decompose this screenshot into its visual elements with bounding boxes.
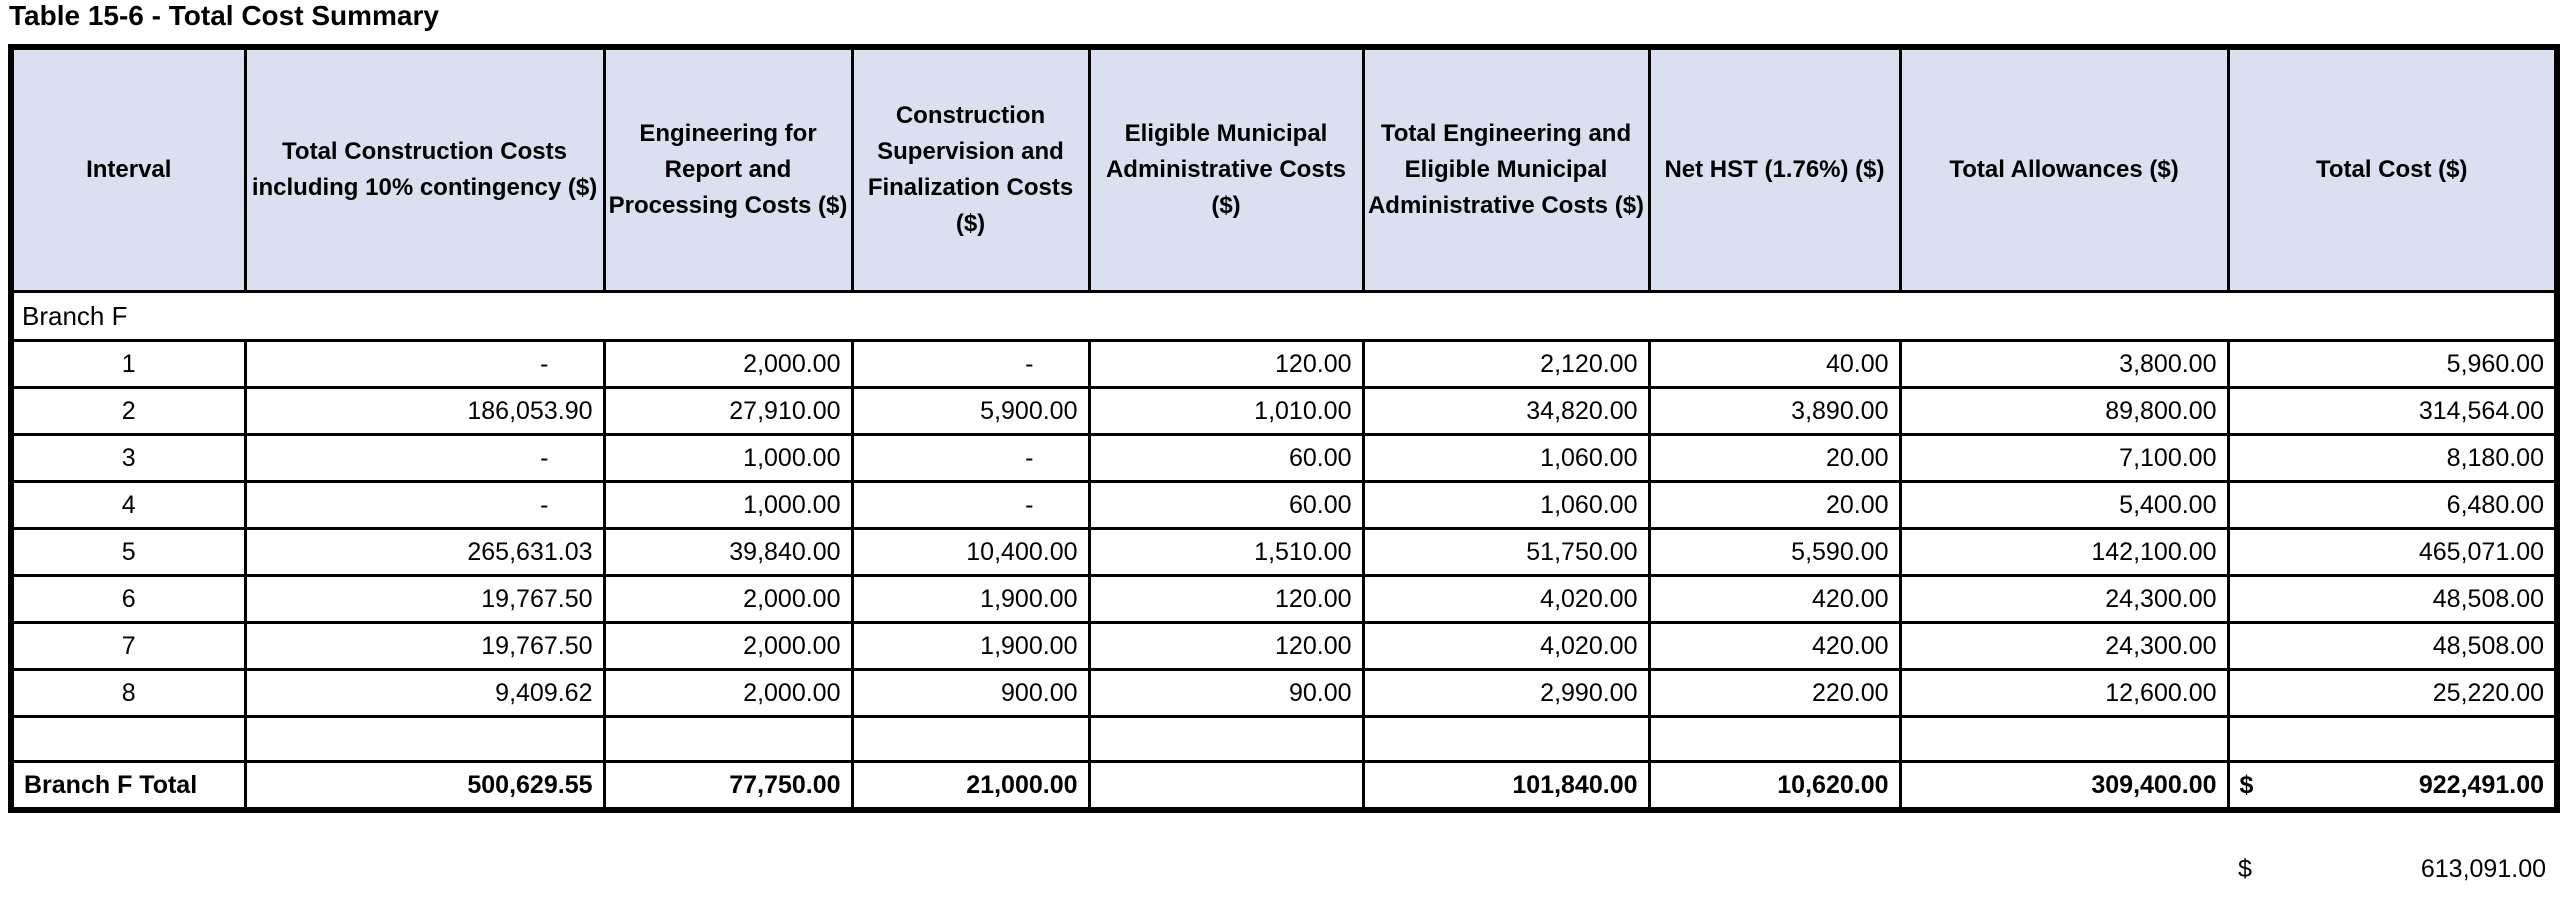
cell-interval: 5 xyxy=(11,529,245,576)
cell-total-allowances: 24,300.00 xyxy=(1900,576,2228,623)
cell-construction-supervision: 900.00 xyxy=(852,670,1089,717)
total-net-hst: 10,620.00 xyxy=(1649,762,1900,811)
cell-construction-supervision: 5,900.00 xyxy=(852,388,1089,435)
cell-construction-cost: - xyxy=(245,341,604,388)
cell-eligible-municipal: 120.00 xyxy=(1089,576,1363,623)
cell-total-cost: 25,220.00 xyxy=(2228,670,2557,717)
empty-cell xyxy=(1363,717,1649,762)
empty-cell xyxy=(852,717,1089,762)
cell-eligible-municipal: 1,010.00 xyxy=(1089,388,1363,435)
cell-net-hst: 420.00 xyxy=(1649,576,1900,623)
cell-construction-supervision: 1,900.00 xyxy=(852,623,1089,670)
cell-engineering-report: 1,000.00 xyxy=(604,482,852,529)
cell-total-engineering: 1,060.00 xyxy=(1363,482,1649,529)
cell-construction-cost: 19,767.50 xyxy=(245,576,604,623)
cell-engineering-report: 27,910.00 xyxy=(604,388,852,435)
cell-eligible-municipal: 1,510.00 xyxy=(1089,529,1363,576)
cell-interval: 6 xyxy=(11,576,245,623)
grand-total xyxy=(2238,855,2546,884)
cell-construction-supervision: 10,400.00 xyxy=(852,529,1089,576)
cell-construction-cost: - xyxy=(245,435,604,482)
cell-interval: 2 xyxy=(11,388,245,435)
total-row-label: Branch F Total xyxy=(11,762,245,811)
cell-total-cost: 8,180.00 xyxy=(2228,435,2557,482)
cell-engineering-report: 39,840.00 xyxy=(604,529,852,576)
cell-engineering-report: 2,000.00 xyxy=(604,341,852,388)
cell-construction-supervision: - xyxy=(852,341,1089,388)
empty-cell xyxy=(1649,717,1900,762)
group-label: Branch F xyxy=(11,292,2557,341)
col-header-construction-supervision: Construction Supervision and Finalization Costs ($) xyxy=(852,47,1089,292)
cell-total-engineering: 34,820.00 xyxy=(1363,388,1649,435)
total-engineering-report: 77,750.00 xyxy=(604,762,852,811)
cell-construction-supervision: - xyxy=(852,482,1089,529)
table-row xyxy=(11,482,2557,529)
col-header-eligible-municipal: Eligible Municipal Administrative Costs ($) xyxy=(1089,47,1363,292)
empty-cell xyxy=(604,717,852,762)
cell-net-hst: 220.00 xyxy=(1649,670,1900,717)
cell-construction-supervision: - xyxy=(852,435,1089,482)
total-construction-supervision: 21,000.00 xyxy=(852,762,1089,811)
cell-total-allowances: 3,800.00 xyxy=(1900,341,2228,388)
total-cost-summary-table xyxy=(8,44,2560,813)
empty-cell xyxy=(2228,717,2557,762)
cell-net-hst: 5,590.00 xyxy=(1649,529,1900,576)
cell-construction-cost: 9,409.62 xyxy=(245,670,604,717)
col-header-total-allowances: Total Allowances ($) xyxy=(1900,47,2228,292)
cell-total-engineering: 2,990.00 xyxy=(1363,670,1649,717)
cell-net-hst: 40.00 xyxy=(1649,341,1900,388)
cell-total-cost: 465,071.00 xyxy=(2228,529,2557,576)
empty-cell xyxy=(11,717,245,762)
total-construction-cost: 500,629.55 xyxy=(245,762,604,811)
table-row xyxy=(11,435,2557,482)
total-cost-amount: 922,491.00 xyxy=(2418,770,2544,799)
cell-construction-supervision: 1,900.00 xyxy=(852,576,1089,623)
cell-construction-cost: 265,631.03 xyxy=(245,529,604,576)
col-header-total-engineering: Total Engineering and Eligible Municipal Administrative Costs ($) xyxy=(1363,47,1649,292)
currency-symbol: $ xyxy=(2239,770,2254,799)
cell-eligible-municipal: 90.00 xyxy=(1089,670,1363,717)
cell-total-cost: 314,564.00 xyxy=(2228,388,2557,435)
cell-eligible-municipal: 60.00 xyxy=(1089,482,1363,529)
group-row-branch-f xyxy=(11,292,2557,341)
cell-eligible-municipal: 120.00 xyxy=(1089,341,1363,388)
branch-total-row xyxy=(11,762,2557,811)
header-row xyxy=(11,47,2557,292)
cell-total-cost: 5,960.00 xyxy=(2228,341,2557,388)
table-row xyxy=(11,576,2557,623)
table-row xyxy=(11,341,2557,388)
cell-total-allowances: 12,600.00 xyxy=(1900,670,2228,717)
col-header-engineering-report: Engineering for Report and Processing Costs ($) xyxy=(604,47,852,292)
cell-interval: 8 xyxy=(11,670,245,717)
table-row xyxy=(11,623,2557,670)
cell-net-hst: 420.00 xyxy=(1649,623,1900,670)
cell-total-allowances: 5,400.00 xyxy=(1900,482,2228,529)
col-header-net-hst: Net HST (1.76%) ($) xyxy=(1649,47,1900,292)
total-total-cost xyxy=(2228,762,2557,811)
total-total-allowances: 309,400.00 xyxy=(1900,762,2228,811)
cell-total-engineering: 1,060.00 xyxy=(1363,435,1649,482)
cell-engineering-report: 1,000.00 xyxy=(604,435,852,482)
total-total-engineering: 101,840.00 xyxy=(1363,762,1649,811)
cell-net-hst: 3,890.00 xyxy=(1649,388,1900,435)
cell-total-allowances: 7,100.00 xyxy=(1900,435,2228,482)
empty-cell xyxy=(1900,717,2228,762)
col-header-total-construction: Total Construction Costs including 10% contingency ($) xyxy=(245,47,604,292)
col-header-interval: Interval xyxy=(11,47,245,292)
cell-construction-cost: 186,053.90 xyxy=(245,388,604,435)
table-title: Table 15-6 - Total Cost Summary xyxy=(9,0,439,31)
cell-construction-cost: 19,767.50 xyxy=(245,623,604,670)
cell-eligible-municipal: 120.00 xyxy=(1089,623,1363,670)
cell-construction-cost: - xyxy=(245,482,604,529)
table-row xyxy=(11,529,2557,576)
cell-engineering-report: 2,000.00 xyxy=(604,576,852,623)
cell-total-engineering: 4,020.00 xyxy=(1363,576,1649,623)
cell-net-hst: 20.00 xyxy=(1649,435,1900,482)
total-eligible-municipal xyxy=(1089,762,1363,811)
cell-total-allowances: 24,300.00 xyxy=(1900,623,2228,670)
cell-total-engineering: 4,020.00 xyxy=(1363,623,1649,670)
grand-total-amount: 613,091.00 xyxy=(2420,855,2546,883)
empty-cell xyxy=(245,717,604,762)
cell-interval: 3 xyxy=(11,435,245,482)
table-row xyxy=(11,388,2557,435)
cell-total-engineering: 2,120.00 xyxy=(1363,341,1649,388)
cell-total-cost: 6,480.00 xyxy=(2228,482,2557,529)
cell-net-hst: 20.00 xyxy=(1649,482,1900,529)
cell-interval: 1 xyxy=(11,341,245,388)
cell-interval: 4 xyxy=(11,482,245,529)
spacer-row xyxy=(11,717,2557,762)
cell-total-cost: 48,508.00 xyxy=(2228,576,2557,623)
cell-total-allowances: 89,800.00 xyxy=(1900,388,2228,435)
cell-total-engineering: 51,750.00 xyxy=(1363,529,1649,576)
currency-symbol: $ xyxy=(2238,855,2252,883)
table-row xyxy=(11,670,2557,717)
cell-eligible-municipal: 60.00 xyxy=(1089,435,1363,482)
cell-engineering-report: 2,000.00 xyxy=(604,670,852,717)
col-header-total-cost: Total Cost ($) xyxy=(2228,47,2557,292)
cell-engineering-report: 2,000.00 xyxy=(604,623,852,670)
empty-cell xyxy=(1089,717,1363,762)
cell-total-cost: 48,508.00 xyxy=(2228,623,2557,670)
cell-interval: 7 xyxy=(11,623,245,670)
cell-total-allowances: 142,100.00 xyxy=(1900,529,2228,576)
